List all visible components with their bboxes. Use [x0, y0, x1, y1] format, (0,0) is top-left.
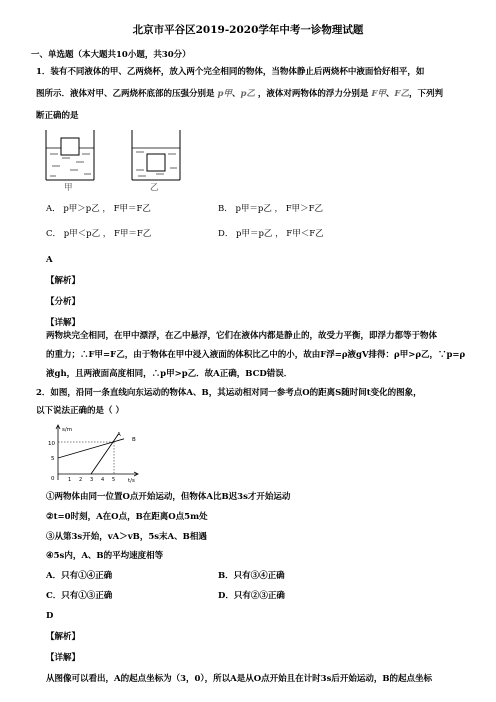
q1-p-yi: p乙 [240, 89, 255, 99]
q1-option-b: B． p甲＝p乙 ， F甲＞F乙 [218, 204, 324, 214]
q2-option-d: D．只有②③正确 [218, 591, 285, 601]
q2-statement-3: ③从第3s开始，vA＞vB，5s末A、B相遇 [46, 532, 207, 542]
q2-answer: D [46, 611, 54, 621]
q1-jiexi-tag: 【解析】 [46, 276, 81, 286]
q2-statement-2: ②t=0时刻，A在O点，B在距离O点5m处 [46, 512, 208, 522]
series-a-label: A [117, 432, 121, 438]
y-tick-10: 10 [48, 441, 55, 447]
q1-p-jia: p甲 [217, 89, 232, 99]
q1-explanation-1: 两物块完全相同，在甲中漂浮，在乙中悬浮，它们在液体内都是静止的，故受力平衡，即浮力都等于物体 [46, 331, 438, 341]
beaker-yi [132, 130, 180, 180]
series-a-line [91, 434, 119, 474]
x-tick-2: 2 [79, 477, 83, 483]
q1-text: ，下列判 [408, 89, 443, 99]
q1-option-a: A． p甲＞p乙 ， F甲＝F乙 [46, 204, 151, 214]
label-jia: 甲 [64, 183, 73, 193]
x-tick-3: 3 [90, 477, 94, 483]
x-axis-label: t/s [128, 478, 135, 484]
distance-time-graph [44, 422, 144, 484]
q1-stem-line3: 断正确的是 [36, 111, 79, 121]
x-tick-4: 4 [101, 477, 105, 483]
q1-explanation-3: 液gh，且两液面高度相同，∴p甲>p乙．故A正确，BCD错误． [46, 369, 293, 379]
beaker-jia [46, 130, 94, 180]
x-tick-5: 5 [112, 477, 116, 483]
page-title: 北京市平谷区2019-2020学年中考一诊物理试题 [132, 24, 364, 36]
label-yi: 乙 [150, 183, 159, 193]
q1-option-d: D． p甲＝p乙 ， F甲＜F乙 [218, 229, 324, 239]
q1-sep: 、 [385, 89, 395, 99]
q1-option-c: C． p甲＜p乙 ， F甲＝F乙 [46, 229, 152, 239]
x-tick-1: 1 [68, 477, 72, 483]
origin-label: 0 [51, 476, 55, 482]
q1-sep: 、 [231, 89, 241, 99]
q2-option-c: C．只有①③正确 [46, 591, 113, 601]
q2-statement-1: ①两物体由同一位置O点开始运动，但物体A比B迟3s才开始运动 [46, 492, 291, 502]
q1-stem-line2 [36, 88, 443, 100]
q1-text: ，液体对两物体的浮力分别是 [257, 89, 369, 99]
series-b-label: B [132, 437, 136, 443]
q2-stem-line1: 2．如图，沿同一条直线向东运动的物体A、B，其运动相对同一参考点O的距离S随时间t变化的图象， [36, 388, 422, 398]
section-heading: 一、单选题（本大题共10小题，共30分） [31, 50, 191, 60]
q2-option-b: B．只有③④正确 [218, 571, 285, 581]
q1-f-jia: F甲 [371, 89, 386, 99]
q1-xiangjie-tag: 【详解】 [46, 318, 81, 328]
q1-explanation-2: 的重力；∴F甲=F乙，由于物体在甲中浸入液面的体积比乙中的小，故由F浮=ρ液gV排得：ρ甲>ρ乙，∵p=ρ [46, 350, 466, 360]
q2-xiangjie-tag: 【详解】 [46, 653, 81, 663]
q1-f-yi: F乙 [394, 89, 409, 99]
q1-stem-line1: 1．装有不同液体的甲、乙两烧杯，放入两个完全相同的物体，当物体静止后两烧杯中液面恰好相平，如 [36, 67, 425, 77]
y-axis-label: s/m [62, 427, 73, 433]
q2-jiexi-tag: 【解析】 [46, 632, 81, 642]
q2-option-a: A．只有①④正确 [46, 571, 113, 581]
y-tick-5: 5 [51, 456, 55, 462]
q1-answer: A [46, 255, 53, 265]
q1-text: 图所示．液体对甲、乙两烧杯底部的压强分别是 [36, 89, 215, 99]
q1-fenxi-tag: 【分析】 [46, 297, 81, 307]
q2-stem-line2: 以下说法正确的是（ ） [36, 406, 124, 416]
q2-explanation-1: 从图像可以看出，A的起点坐标为（3，0），所以A是从O点开始且在计时3s后开始运动，B的起点坐标 [46, 674, 433, 684]
q2-statement-4: ④5s内，A、B的平均速度相等 [46, 551, 164, 561]
